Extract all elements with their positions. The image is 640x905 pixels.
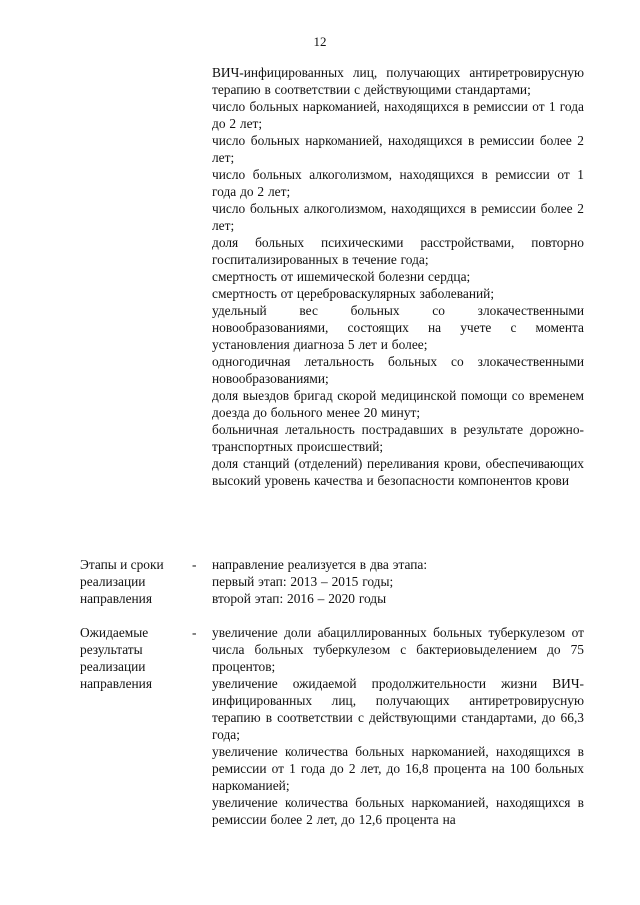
stages-dash: -	[192, 557, 197, 572]
list-item: направление реализуется в два этапа:	[212, 557, 428, 572]
stages-content	[212, 556, 584, 607]
list-item: число больных алкоголизмом, находящихся в ремиссии от 1 года до 2 лет;	[212, 167, 584, 199]
list-item: удельный вес больных со злокачественными новообразованиями, состоящих на учете с момента установления диагноза 5 лет и более;	[212, 303, 584, 352]
results-dash: -	[192, 625, 197, 640]
list-item: ВИЧ-инфицированных лиц, получающих антиретровирусную терапию в соответствии с действующими стандартами;	[212, 65, 584, 97]
list-item: увеличение доли абациллированных больных туберкулезом от числа больных туберкулезом с бактериовыделением до 75 процентов;	[212, 625, 584, 674]
page-number: 12	[313, 34, 327, 49]
list-item: увеличение ожидаемой продолжительности жизни ВИЧ-инфицированных лиц, получающих антиретровирусную терапию в соответствии с действующими стандартами, до 66,3 года;	[212, 676, 584, 742]
stages-label: Этапы и сроки реализации направления	[80, 557, 164, 606]
list-item: доля больных психическими расстройствами, повторно госпитализированных в течение года;	[212, 235, 584, 267]
results-label: Ожидаемые результаты реализации направления	[80, 625, 153, 691]
list-item: больничная летальность пострадавших в результате дорожно-транспортных происшествий;	[212, 422, 584, 454]
results-content	[212, 624, 584, 828]
list-item: число больных наркоманией, находящихся в ремиссии от 1 года до 2 лет;	[212, 99, 584, 131]
list-item: число больных наркоманией, находящихся в ремиссии более 2 лет;	[212, 133, 584, 165]
list-item: увеличение количества больных наркоманией, находящихся в ремиссии более 2 лет, до 12,6 процента на	[212, 795, 584, 827]
list-item: первый этап: 2013 – 2015 годы;	[212, 574, 394, 589]
list-item: второй этап: 2016 – 2020 годы	[212, 591, 387, 606]
indicator-list-continuation	[212, 64, 584, 489]
list-item: увеличение количества больных наркоманией, находящихся в ремиссии от 1 года до 2 лет, до 16,8 процента на 100 больных наркоманией;	[212, 744, 584, 793]
list-item: смертность от цереброваскулярных заболеваний;	[212, 286, 495, 301]
list-item: доля станций (отделений) переливания крови, обеспечивающих высокий уровень качества и безопасности компонентов крови	[212, 456, 584, 488]
list-item: число больных алкоголизмом, находящихся в ремиссии более 2 лет;	[212, 201, 584, 233]
list-item: доля выездов бригад скорой медицинской помощи со временем доезда до больного менее 20 минут;	[212, 388, 584, 420]
list-item: смертность от ишемической болезни сердца;	[212, 269, 471, 284]
list-item: одногодичная летальность больных со злокачественными новообразованиями;	[212, 354, 584, 386]
